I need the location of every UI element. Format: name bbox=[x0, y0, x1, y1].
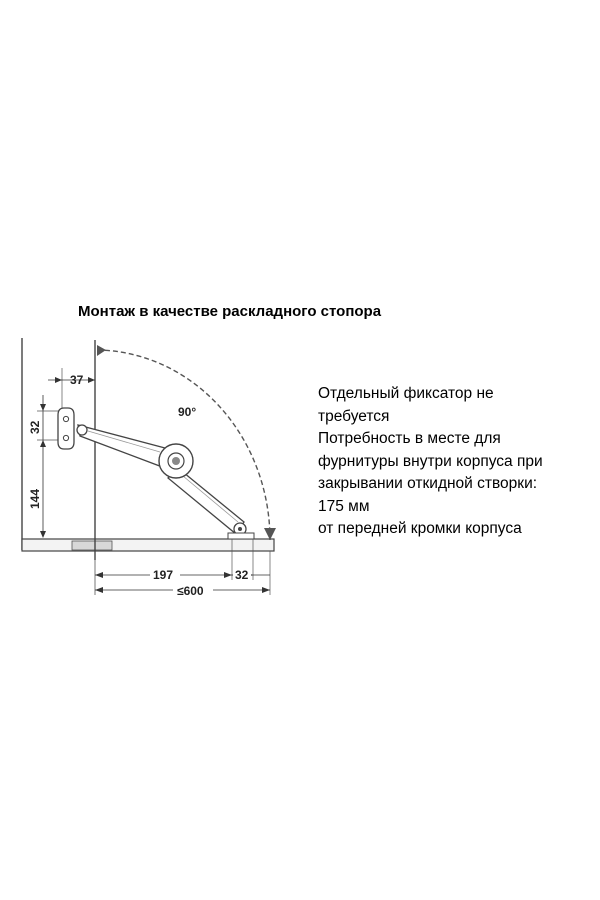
dim-mount-height: 144 bbox=[28, 488, 42, 509]
cabinet-bottom-panel bbox=[22, 539, 274, 551]
note-line-2: требуется bbox=[318, 407, 390, 425]
wall-mounting-plate bbox=[58, 408, 74, 449]
upper-stay-arm bbox=[78, 425, 165, 468]
note-line-7: от передней кромки корпуса bbox=[318, 520, 522, 537]
dim-bottom-right: 32 bbox=[235, 568, 249, 582]
dim-top-offset: 37 bbox=[70, 373, 84, 387]
note-line-3: Потребность в месте для bbox=[318, 430, 501, 447]
note-line-6: 175 мм bbox=[318, 497, 370, 515]
arm-pivot-top bbox=[77, 425, 87, 435]
note-line-4: фурнитуры внутри корпуса при bbox=[318, 452, 543, 470]
bottom-edge-fitting bbox=[72, 541, 112, 550]
lid-mounting-base bbox=[228, 533, 254, 539]
note-line-1: Отдельный фиксатор не bbox=[318, 385, 494, 402]
dim-bottom-left: 197 bbox=[153, 568, 174, 582]
dim-overall: ≤600 bbox=[177, 584, 204, 598]
angle-label: 90° bbox=[178, 405, 197, 419]
note-line-5: закрывании откидной створки: bbox=[318, 475, 538, 492]
diagram-title: Монтаж в качестве раскладного стопора bbox=[78, 303, 382, 320]
dim-bracket-height: 32 bbox=[28, 420, 42, 434]
